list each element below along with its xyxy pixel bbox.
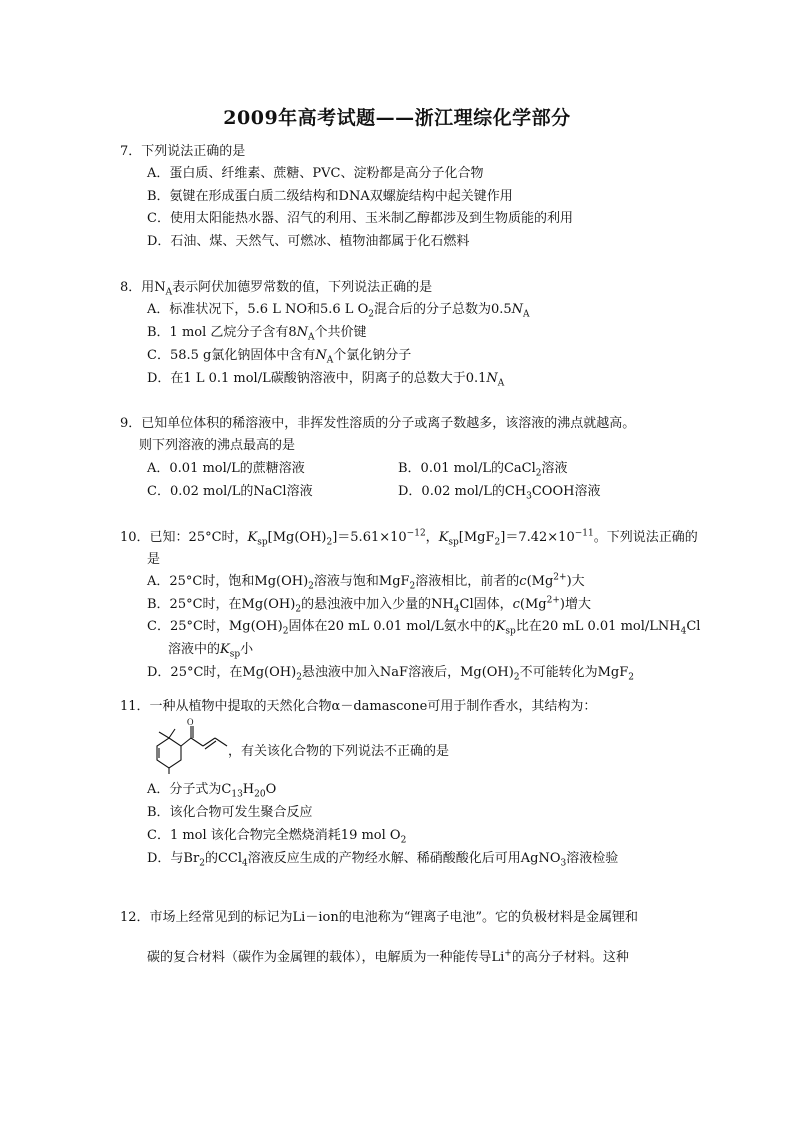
q8-option-a: A．标准状况下，5.6 L NO和5.6 L $O_2$混合后的分子总数为$0.5N_A$ [147,302,530,320]
q11-option-a: A．分子式为$C_{13}H_{20}O$ [147,782,277,800]
q9-option-a: A．0.01 mol/L的蔗糖溶液 [147,461,305,476]
methyl-bond-1 [159,732,169,738]
q8-stem: 8．用$N_A$表示阿伏加德罗常数的值，下列说法正确的是 [120,280,433,298]
q10-stem-line2: 是 [147,552,161,567]
q8-option-b: B．1 mol 乙烷分子含有$8N_A$个共价键 [147,325,367,343]
q11-option-d: D．与$Br_2$的CCl$_4$溶液反应生成的产物经水解、稀硝酸酸化后可用AgNO$_3$溶液检验 [147,851,619,869]
q9-stem-line2: 则下列溶液的沸点最高的是 [139,438,296,453]
q10-stem: 10．已知：25°C时，$K_{sp}[Mg(OH)_2]=5.61\times 10^{-12}$，$K_{sp}[MgF_2]=7.42\times 10^{-11}$。下列说法正确的 [120,528,698,548]
chain-bond-3 [203,738,215,746]
q10-option-a: A．25°C时，饱和$Mg(OH)_2$溶液与饱和MgF$_2$溶液相比，前者的$c(Mg^{2+})$大 [147,572,585,592]
q7-option-a: A．蛋白质、纤维素、蔗糖、PVC、淀粉都是高分子化合物 [147,166,484,181]
chain-bond-1 [181,738,191,746]
q10-option-c-line2: 溶液中的$K_{sp}$小 [168,642,254,660]
q10-option-c: C．25°C时，$Mg(OH)_2$固体在20 mL 0.01 mol/L氨水中的$K_{sp}$比在20 mL 0.01 mol/$LNH_4Cl$ [147,619,701,637]
q9-stem-line1: 9．已知单位体积的稀溶液中，非挥发性溶质的分子或离子数越多，该溶液的沸点就越高。 [120,416,636,431]
q9-option-b: B．0.01 mol/L的CaCl$_2$溶液 [398,461,568,479]
methyl-bond-2 [169,729,175,738]
q11-option-c: C．1 mol 该化合物完全燃烧消耗19 mol $O_2$ [147,828,407,846]
q11-stem-tail: ，有关该化合物的下列说法不正确的是 [228,744,450,759]
q9-option-d: D．0.02 mol/L的$CH_3COOH$溶液 [398,484,601,502]
q8-option-c: C．58.5 g氯化钠固体中含有$N_A$个氯化钠分子 [147,348,412,366]
q11-option-b: B．该化合物可发生聚合反应 [147,805,313,820]
q12-line1: 12．市场上经常见到的标记为Li－ion的电池称为“锂离子电池”。它的负极材料是金属锂和 [120,910,638,925]
q7-option-d: D．石油、煤、天然气、可燃冰、植物油都属于化石燃料 [147,234,470,249]
q8-option-d: D．在1 L 0.1 mol/L碳酸钠溶液中，阴离子的总数大于$0.1N_A$ [147,371,505,389]
chain-bond-4 [215,738,227,746]
page-title: 2009年高考试题——浙江理综化学部分 [223,107,571,129]
q11-stem: 11．一种从植物中提取的天然化合物α－damascone可用于制作香水，其结构为： [120,699,597,714]
cyclohexene-ring [157,738,181,768]
q12-line2: 碳的复合材料（碳作为金属锂的载体），电解质为一种能传导Li+的高分子材料。这种 [147,948,629,965]
q7-option-b: B．氨键在形成蛋白质二级结构和DNA双螺旋结构中起关键作用 [147,189,513,204]
q7-stem: 7．下列说法正确的是 [120,144,246,159]
alpha-damascone-structure [145,718,237,774]
chain-bond-2 [191,738,203,746]
oxygen-label: O [187,718,194,727]
q9-option-c: C．0.02 mol/L的NaCl溶液 [147,484,313,499]
q10-option-b: B．25°C时，在$Mg(OH)_2$的悬浊液中加入少量的$NH_4Cl$固体，$c(Mg^{2+})$增大 [147,595,591,615]
q7-option-c: C．使用太阳能热水器、沼气的利用、玉米制乙醇都涉及到生物质能的利用 [147,211,573,226]
q10-option-d: D．25°C时，在$Mg(OH)_2$悬浊液中加入NaF溶液后，$Mg(OH)_2$不可能转化为MgF$_2$ [147,665,634,683]
chain-double-bond [205,741,216,749]
